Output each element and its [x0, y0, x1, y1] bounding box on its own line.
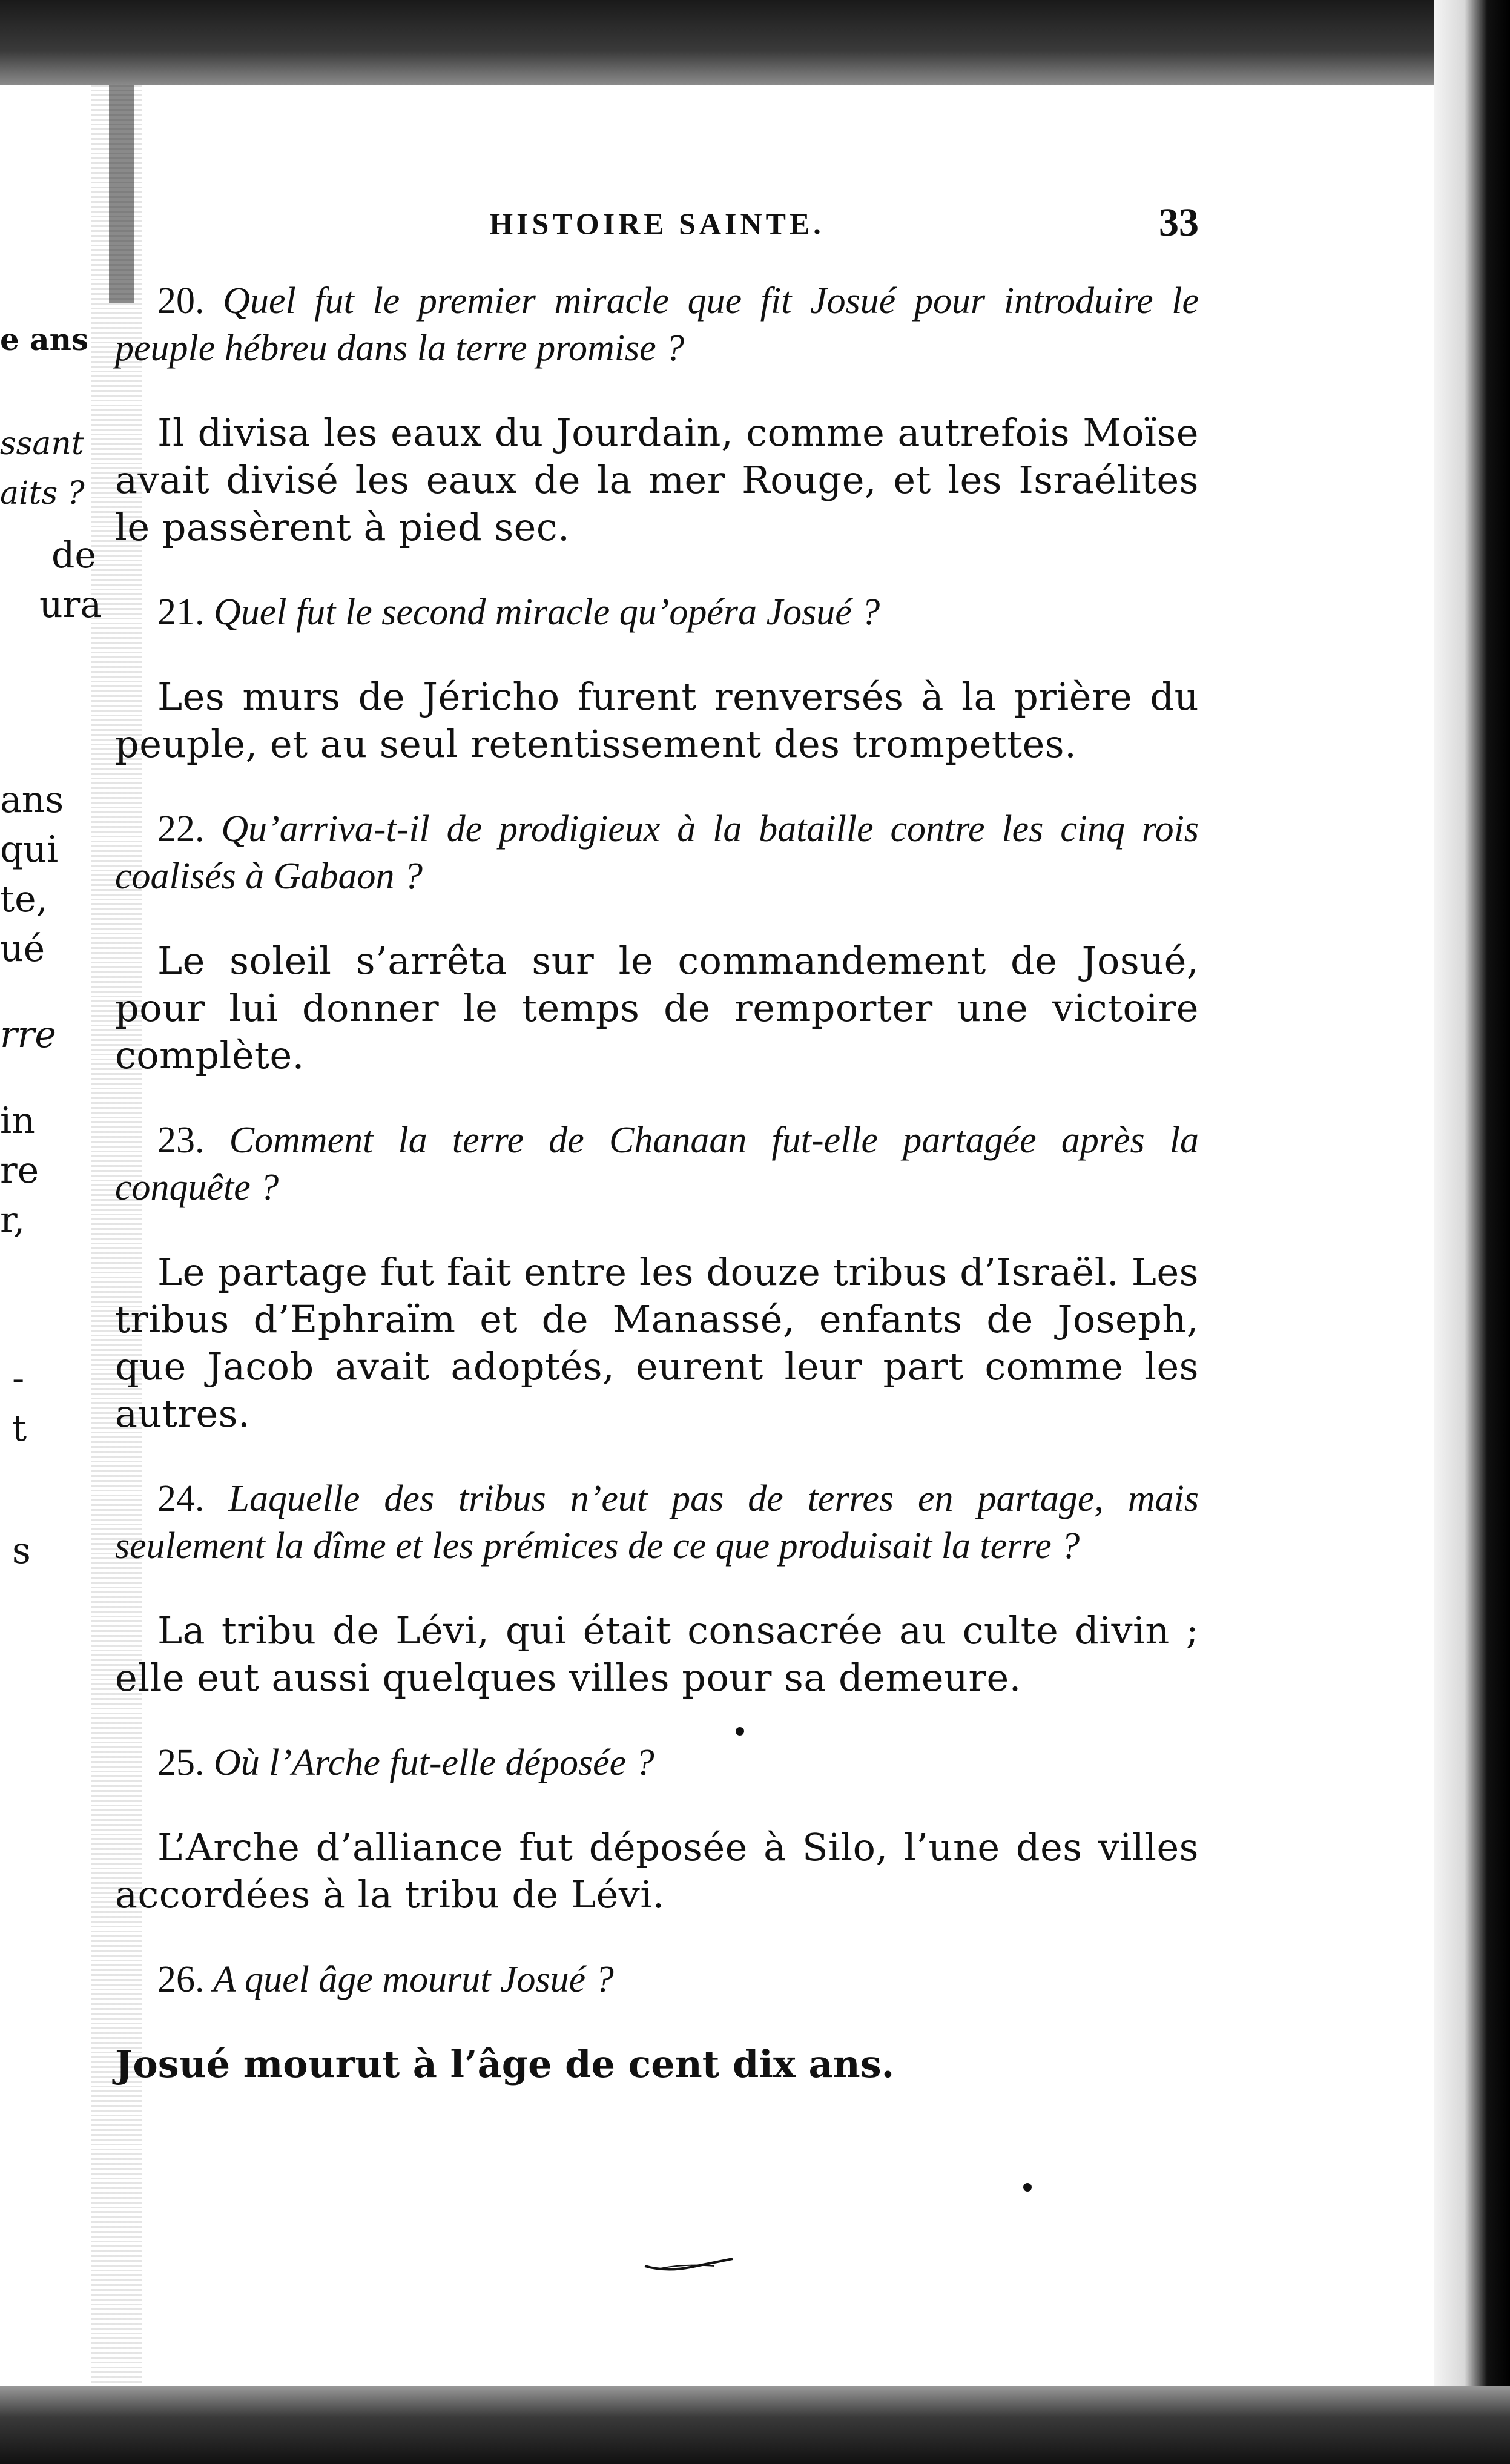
- margin-fragment: ans: [0, 779, 64, 821]
- question-number: 21.: [157, 592, 205, 633]
- page-number: 33: [1159, 200, 1199, 245]
- margin-fragment: ué: [0, 928, 45, 970]
- margin-fragment: in: [0, 1100, 35, 1142]
- question-number: 25.: [157, 1742, 205, 1783]
- question-text: Quel fut le premier miracle que fit Josué pour introduire le peuple hébreu dans la terre promise ?: [115, 280, 1199, 369]
- question-text: Comment la terre de Chanaan fut-elle partagée après la conquête ?: [115, 1120, 1199, 1208]
- answer: Les murs de Jéricho furent renversés à la prière du peuple, et au seul retentissement des trompettes.: [115, 675, 1199, 766]
- question: [115, 805, 1199, 900]
- question-text: Quel fut le second miracle qu’opéra Josué ?: [214, 592, 880, 633]
- margin-fragment: rre: [0, 1014, 56, 1056]
- running-head: [115, 182, 1199, 254]
- question: [115, 1739, 1199, 1786]
- qa-block-26: [115, 1956, 1199, 2088]
- qa-block-24: [115, 1475, 1199, 1702]
- question: [115, 589, 1199, 636]
- question-number: 20.: [157, 280, 205, 322]
- margin-fragment: ura: [39, 584, 102, 626]
- running-title: HISTOIRE SAINTE.: [489, 206, 825, 240]
- qa-block-23: [115, 1117, 1199, 1438]
- question-number: 22.: [157, 808, 205, 850]
- margin-fragment: de: [51, 534, 96, 576]
- ink-speck: [1023, 2183, 1032, 2192]
- margin-fragment: r,: [0, 1199, 25, 1241]
- question-number: 23.: [157, 1120, 205, 1161]
- question: [115, 1117, 1199, 1211]
- answer: L’Arche d’alliance fut déposée à Silo, l’une des villes accordées à la tribu de Lévi.: [115, 1825, 1199, 1917]
- margin-fragment: -: [12, 1358, 25, 1400]
- qa-block-20: [115, 277, 1199, 551]
- qa-block-21: [115, 589, 1199, 768]
- book-page: [115, 182, 1199, 2125]
- previous-page-fragments: [0, 291, 106, 1576]
- margin-fragment: aits ?: [0, 475, 85, 512]
- margin-fragment: te,: [0, 878, 48, 920]
- answer: Josué mourut à l’âge de cent dix ans.: [115, 2042, 895, 2086]
- margin-fragment: t: [12, 1407, 27, 1450]
- qa-block-22: [115, 805, 1199, 1079]
- question-text: Qu’arriva-t-il de prodigieux à la bataille contre les cinq rois coalisés à Gabaon ?: [115, 808, 1199, 897]
- margin-fragment: ssant: [0, 426, 84, 462]
- scan-top-border: [0, 0, 1510, 85]
- scan-bottom-border: [0, 2386, 1510, 2464]
- tail-ornament: [642, 2253, 739, 2277]
- question-text: Laquelle des tribus n’eut pas de terres en partage, mais seulement la dîme et les prémices de ce que produisait la terre ?: [115, 1478, 1199, 1567]
- ink-speck: [736, 1727, 744, 1736]
- answer: Le partage fut fait entre les douze tribus d’Israël. Les tribus d’Ephraïm et de Manassé, enfants de Joseph, que Jacob avait adoptés, eurent leur part comme les autres.: [115, 1250, 1199, 1436]
- answer: La tribu de Lévi, qui était consacrée au culte divin ; elle eut aussi quelques villes pour sa demeure.: [115, 1608, 1199, 1700]
- margin-fragment: re: [0, 1149, 39, 1192]
- question-number: 24.: [157, 1478, 205, 1519]
- margin-fragment: s: [12, 1530, 31, 1572]
- question-number: 26.: [157, 1959, 205, 2000]
- answer: Le soleil s’arrêta sur le commandement de Josué, pour lui donner le temps de remporter une victoire complète.: [115, 939, 1199, 1077]
- margin-fragment: e ans: [0, 322, 89, 357]
- question-text: A quel âge mourut Josué ?: [213, 1959, 614, 2000]
- qa-block-25: [115, 1739, 1199, 1918]
- question: [115, 1956, 1199, 2003]
- answer: Il divisa les eaux du Jourdain, comme autrefois Moïse avait divisé les eaux de la mer Rouge, et les Israélites le passèrent à pied sec.: [115, 411, 1199, 549]
- question: [115, 277, 1199, 372]
- scan-right-border: [1434, 0, 1510, 2464]
- margin-fragment: qui: [0, 828, 59, 871]
- question-text: Où l’Arche fut-elle déposée ?: [214, 1742, 654, 1783]
- question: [115, 1475, 1199, 1570]
